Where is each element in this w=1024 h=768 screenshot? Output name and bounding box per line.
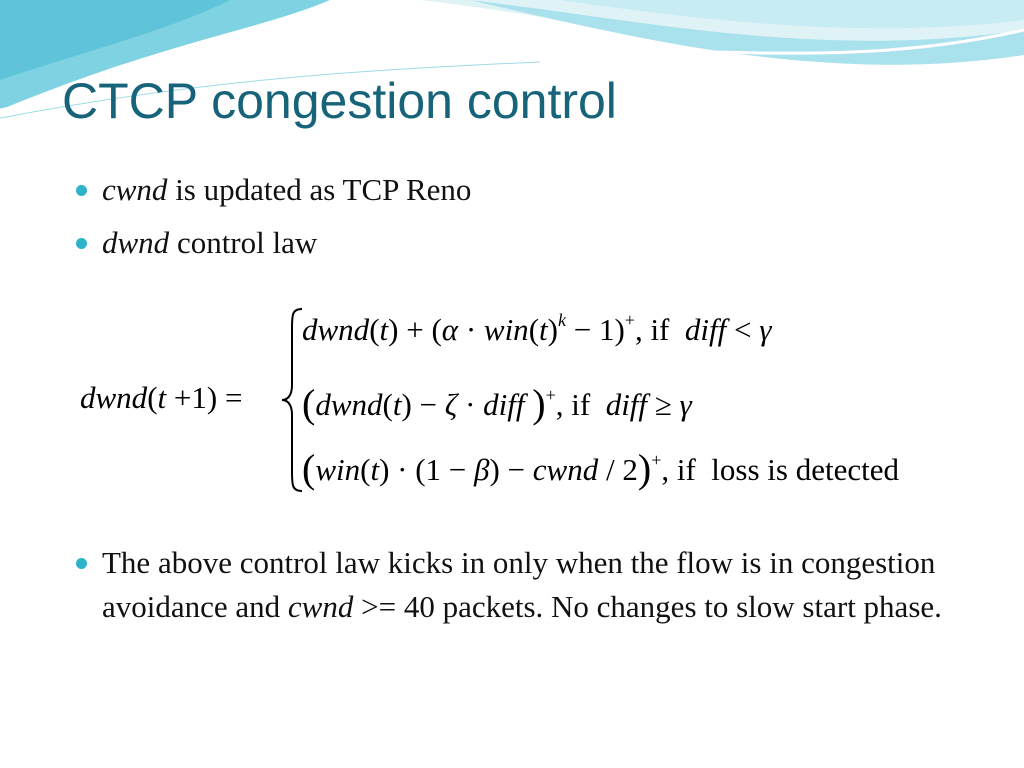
bullet-term: dwnd (102, 225, 170, 260)
bullet-text: >= 40 packets. No changes to slow start phase. (353, 589, 942, 624)
bullet-dwnd (102, 221, 317, 265)
formula-case-1: dwnd(t) + $(\alpha \cdot win(t)^k - 1)^+$, if diff < γ (302, 310, 772, 347)
bullet-control-law-note (102, 541, 982, 629)
dwnd-control-law-formula (0, 300, 1024, 500)
formula-lhs: dwnd(t +1) = (80, 380, 243, 415)
bullet-term: cwnd (287, 589, 354, 624)
bullet-text: is updated as TCP Reno (167, 172, 472, 207)
bullet-text: The above control law kicks in only when the flow is in congestion avoidance and (102, 545, 936, 624)
slide-title: CTCP congestion control (62, 73, 617, 129)
bullet-term: cwnd (102, 172, 168, 207)
bullet-text: control law (169, 225, 318, 260)
formula-case-2: (dwnd(t) − ζ · diff )+, if diff ≥ γ (302, 381, 692, 426)
bullet-cwnd (102, 168, 471, 212)
bullet-dot-icon (76, 238, 87, 249)
case-brace (280, 305, 304, 495)
formula-case-3: (win(t) · (1 − β) − cwnd / 2)+, if loss is detected (302, 446, 899, 491)
bullet-dot-icon (76, 558, 87, 569)
bullet-dot-icon (76, 185, 87, 196)
